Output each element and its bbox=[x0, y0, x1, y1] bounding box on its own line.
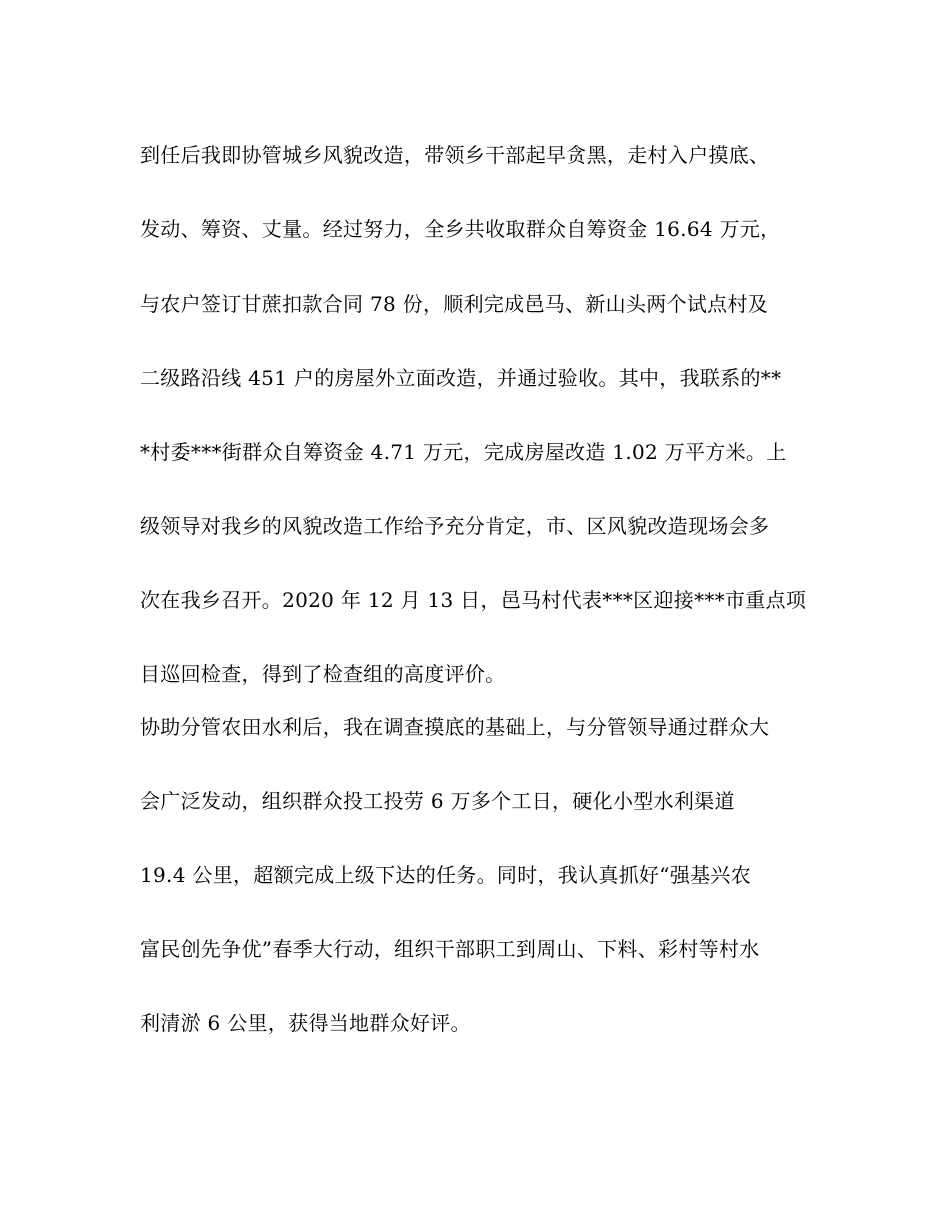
text-line: 协助分管农田水利后，我在调查摸底的基础上，与分管领导通过群众大 bbox=[140, 715, 770, 739]
text-line: 会广泛发动，组织群众投工投劳 6 万多个工日，硬化小型水利渠道 bbox=[140, 789, 735, 813]
text-line: 19.4 公里，超额完成上级下达的任务。同时，我认真抓好“强基兴农 bbox=[140, 863, 752, 887]
text-line: 与农户签订甘蔗扣款合同 78 份，顺利完成邑马、新山头两个试点村及 bbox=[140, 292, 769, 316]
text-line: 二级路沿线 451 户的房屋外立面改造，并通过验收。其中，我联系的** bbox=[140, 366, 782, 390]
text-line: *村委***街群众自筹资金 4.71 万元，完成房屋改造 1.02 万平方米。上 bbox=[140, 440, 787, 464]
text-line: 富民创先争优”春季大行动，组织干部职工到周山、下料、彩村等村水 bbox=[140, 937, 760, 961]
text-line: 次在我乡召开。2020 年 12 月 13 日，邑马村代表***区迎接***市重点项 bbox=[140, 588, 807, 612]
text-line: 级领导对我乡的风貌改造工作给予充分肯定，市、区风貌改造现场会多 bbox=[140, 514, 770, 538]
text-line: 发动、筹资、丈量。经过努力，全乡共收取群众自筹资金 16.64 万元， bbox=[140, 217, 781, 241]
text-line: 到任后我即协管城乡风貌改造，带领乡干部起早贪黑，走村入户摸底、 bbox=[140, 143, 770, 167]
text-line: 利清淤 6 公里，获得当地群众好评。 bbox=[140, 1011, 471, 1035]
text-line: 目巡回检查，得到了检查组的高度评价。 bbox=[140, 662, 506, 686]
